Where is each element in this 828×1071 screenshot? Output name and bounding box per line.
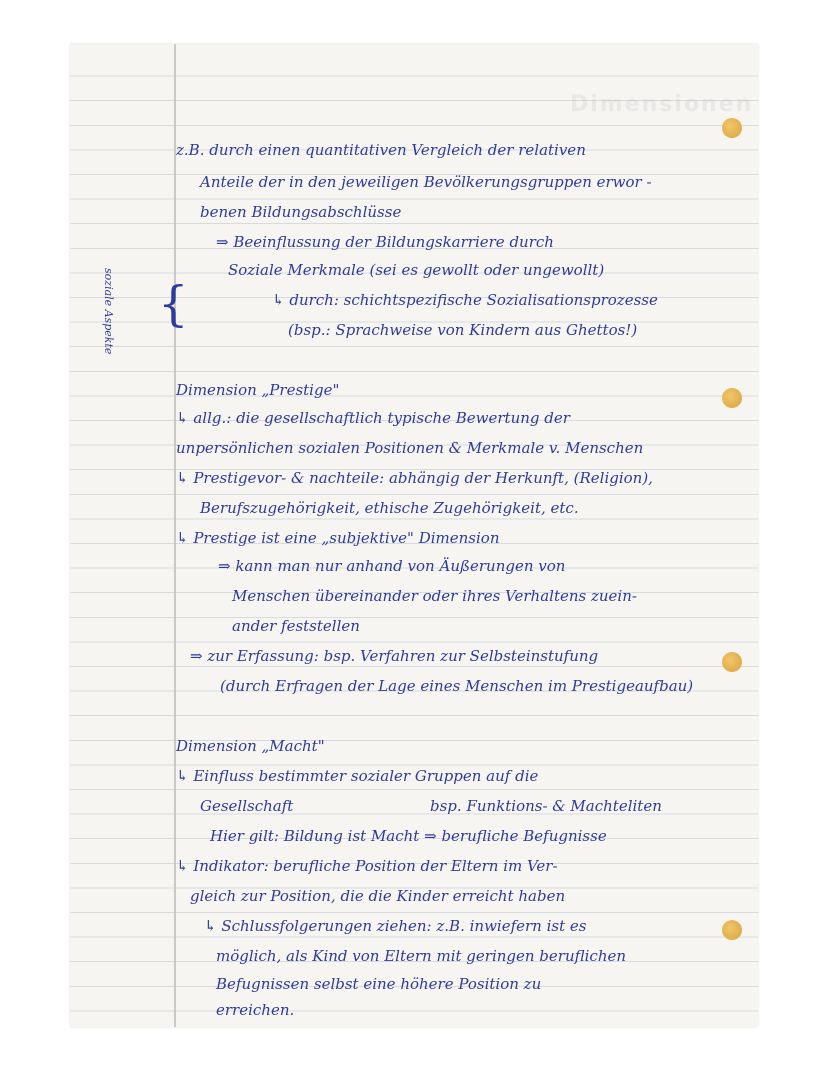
- note-line: gleich zur Position, die die Kinder erreicht haben: [190, 887, 566, 905]
- note-line: Berufszugehörigkeit, ethische Zugehörigkeit, etc.: [200, 499, 579, 517]
- note-line: ↳ allg.: die gesellschaftlich typische Bewertung der: [176, 409, 570, 427]
- note-line: ↳ Prestigevor- & nachteile: abhängig der Herkunft, (Religion),: [176, 469, 653, 487]
- punch-hole: [722, 118, 742, 138]
- punch-hole: [722, 652, 742, 672]
- note-line: Soziale Merkmale (sei es gewollt oder ungewollt): [228, 261, 605, 279]
- note-line: ↳ Prestige ist eine „subjektive" Dimension: [176, 529, 500, 547]
- note-line: Menschen übereinander oder ihres Verhaltens zuein-: [232, 587, 637, 605]
- note-line: (bsp.: Sprachweise von Kindern aus Ghettos!): [288, 321, 638, 339]
- note-line: Dimension „Prestige": [176, 381, 340, 399]
- margin-side-note: soziale Aspekte: [102, 268, 115, 355]
- note-line: z.B. durch einen quantitativen Vergleich der relativen: [176, 141, 586, 159]
- note-line: erreichen.: [216, 1001, 295, 1019]
- note-line: Anteile der in den jeweiligen Bevölkerungsgruppen erwor -: [200, 173, 652, 191]
- note-line: ⇒ zur Erfassung: bsp. Verfahren zur Selbsteinstufung: [190, 647, 599, 665]
- note-line: ↳ Indikator: berufliche Position der Eltern im Ver-: [176, 857, 558, 875]
- note-line: ↳ Einfluss bestimmter sozialer Gruppen auf die: [176, 767, 539, 785]
- show-through-heading: Dimensionen: [570, 92, 754, 117]
- note-line: benen Bildungsabschlüsse: [200, 203, 402, 221]
- note-line: Gesellschaft: [200, 797, 294, 815]
- punch-hole: [722, 920, 742, 940]
- note-line: bsp. Funktions- & Machteliten: [430, 797, 662, 815]
- note-line: ander feststellen: [232, 617, 360, 635]
- note-line: ⇒ kann man nur anhand von Äußerungen von: [218, 557, 566, 575]
- note-line: möglich, als Kind von Eltern mit geringen beruflichen: [216, 947, 627, 965]
- note-line: ↳ Schlussfolgerungen ziehen: z.B. inwiefern ist es: [204, 917, 587, 935]
- note-line: unpersönlichen sozialen Positionen & Merkmale v. Menschen: [176, 439, 644, 457]
- note-line: ⇒ Beeinflussung der Bildungskarriere durch: [216, 233, 554, 251]
- note-line: Hier gilt: Bildung ist Macht ⇒ berufliche Befugnisse: [210, 827, 607, 845]
- note-line: Befugnissen selbst eine höhere Position zu: [216, 975, 542, 993]
- note-line: ↳ durch: schichtspezifische Sozialisationsprozesse: [272, 291, 658, 309]
- note-line: Dimension „Macht": [176, 737, 325, 755]
- punch-hole: [722, 388, 742, 408]
- notebook-page: [70, 44, 758, 1027]
- note-line: (durch Erfragen der Lage eines Menschen im Prestigeaufbau): [220, 677, 694, 695]
- curly-brace-icon: {: [158, 276, 189, 332]
